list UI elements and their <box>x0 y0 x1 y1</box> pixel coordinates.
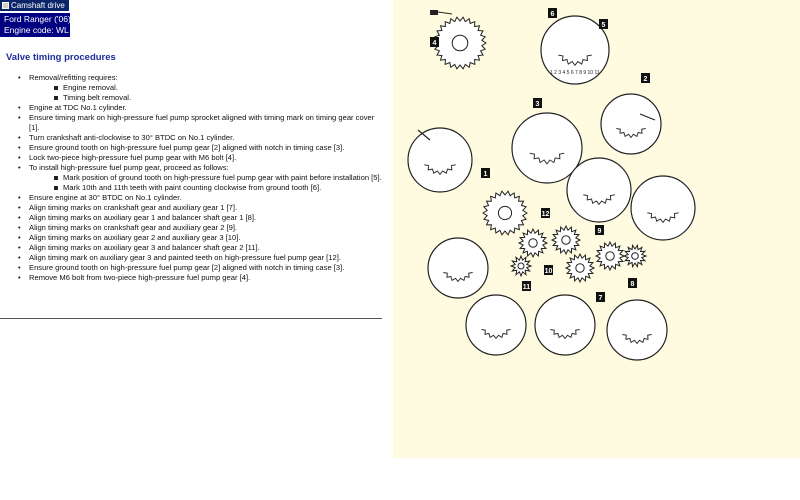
procedure-step: • Lock two-piece high-pressure fuel pump gear with M6 bolt [4]. <box>14 153 382 163</box>
procedure-substep: Mark 10th and 11th teeth with paint counting clockwise from ground tooth [6]. <box>14 183 382 193</box>
callout-number: 4 <box>432 40 437 47</box>
detail-circle-2 <box>601 94 661 154</box>
fuel-pump-sprocket <box>434 17 486 69</box>
timing-diagram-svg <box>393 0 800 458</box>
fuel-pump-gear <box>483 191 527 235</box>
callout-number: 6 <box>550 11 555 18</box>
callout-number: 8 <box>630 281 635 288</box>
callout-number: 3 <box>535 101 540 108</box>
procedure-step: • Align timing marks on auxiliary gear 2 and auxiliary gear 3 [10]. <box>14 233 382 243</box>
crankshaft-gear <box>566 254 594 282</box>
procedure-step: • Align timing marks on auxiliary gear 1 and balancer shaft gear 1 [8]. <box>14 213 382 223</box>
auxiliary-gear-2 <box>624 245 646 266</box>
procedure-step: • Ensure ground tooth on high-pressure fuel pump gear [2] aligned with notch in timing case [3]. <box>14 263 382 273</box>
procedure-step: • Align timing mark on auxiliary gear 3 and painted teeth on high-pressure fuel pump gear [12]. <box>14 253 382 263</box>
auxiliary-gear-1 <box>552 226 580 254</box>
window-title: Camshaft drive <box>11 1 65 10</box>
procedure-list <box>14 73 382 283</box>
detail-circle-left <box>428 238 488 298</box>
callout-number: 12 <box>541 211 550 218</box>
vehicle-info-panel <box>0 13 92 37</box>
engine-code: Engine code: WL <box>4 25 69 35</box>
procedure-step: • Ensure engine at 30° BTDC on No.1 cylinder. <box>14 193 382 203</box>
callout-number: 7 <box>598 295 603 302</box>
detail-circle-9 <box>567 158 631 222</box>
divider <box>0 318 382 319</box>
procedure-step: • Align timing marks on crankshaft gear and auxiliary gear 1 [7]. <box>14 203 382 213</box>
balancer-gear <box>596 242 624 270</box>
timing-diagram <box>393 0 800 458</box>
procedure-step: • Ensure timing mark on high-pressure fuel pump sprocket aligned with timing mark on timing gear cover [1]. <box>14 113 382 133</box>
procedure-step: • To install high-pressure fuel pump gear, proceed as follows: <box>14 163 382 173</box>
tooth-count-label: 1 2 3 4 5 6 7 8 9 10 11 <box>550 70 600 76</box>
detail-circle-bottom-mid <box>535 295 595 355</box>
procedure-step: • Turn crankshaft anti-clockwise to 30° BTDC on No.1 cylinder. <box>14 133 382 143</box>
vehicle-model: Ford Ranger ('06) 2,5D <box>4 14 92 24</box>
procedure-substep: Mark position of ground tooth on high-pressure fuel pump gear with paint before installation [5]. <box>14 173 382 183</box>
detail-circle-hub <box>408 128 472 192</box>
callout-number: 9 <box>597 228 602 235</box>
section-heading: Valve timing procedures <box>6 52 116 63</box>
procedure-step: • Align timing marks on crankshaft gear and auxiliary gear 2 [9]. <box>14 223 382 233</box>
procedure-step: • Ensure ground tooth on high-pressure fuel pump gear [2] aligned with notch in timing case [3]. <box>14 143 382 153</box>
callout-number: 5 <box>601 22 606 29</box>
callout-number: 1 <box>483 171 488 178</box>
callout-number: 11 <box>522 284 531 291</box>
detail-circle-bottom-left <box>466 295 526 355</box>
procedure-step: • Engine at TDC No.1 cylinder. <box>14 103 382 113</box>
balancer-gear-2 <box>511 256 531 276</box>
procedure-step: • Removal/refitting requires: <box>14 73 382 83</box>
procedure-step: • Align timing marks on auxiliary gear 3 and balancer shaft gear 2 [11]. <box>14 243 382 253</box>
detail-circle-upper-right <box>631 176 695 240</box>
window-titlebar[interactable] <box>0 0 69 11</box>
detail-circle-bottom-right <box>607 300 667 360</box>
procedure-step: • Remove M6 bolt from two-piece high-pressure fuel pump gear [4]. <box>14 273 382 283</box>
callout-number: 2 <box>643 76 648 83</box>
auxiliary-gear-3 <box>519 229 547 257</box>
m6-bolt-icon <box>430 10 438 15</box>
m6-bolt-shank <box>438 12 452 14</box>
window-app-icon <box>2 2 9 9</box>
procedure-substep: Engine removal. <box>14 83 382 93</box>
callout-number: 10 <box>544 268 553 275</box>
procedure-substep: Timing belt removal. <box>14 93 382 103</box>
